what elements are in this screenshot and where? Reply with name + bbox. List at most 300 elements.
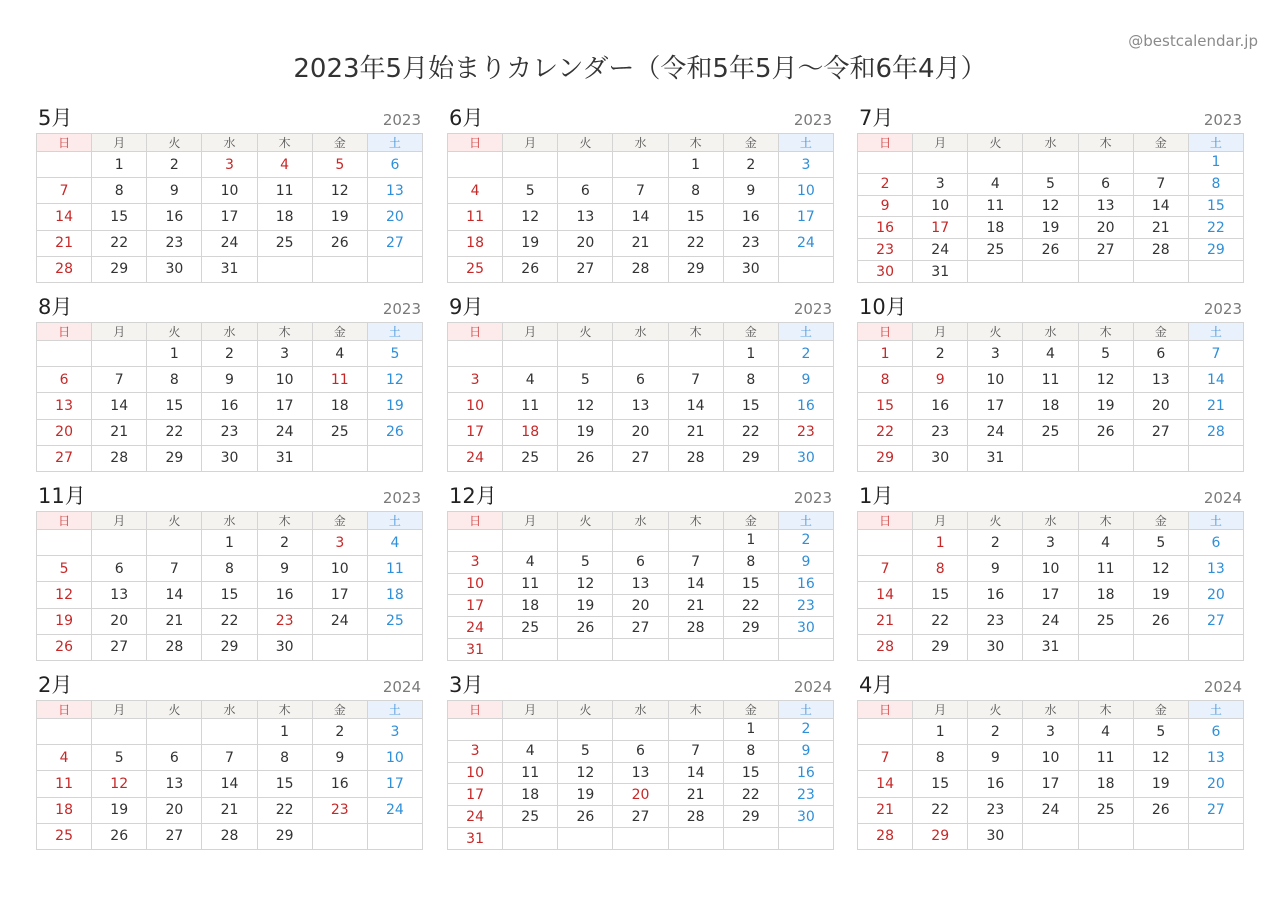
empty-cell — [858, 719, 913, 745]
empty-cell — [1023, 152, 1078, 174]
day-cell: 13 — [37, 393, 92, 419]
day-cell: 7 — [858, 745, 913, 771]
month-header — [857, 294, 1244, 321]
weekday-header: 月 — [913, 323, 968, 341]
day-cell: 7 — [613, 178, 668, 204]
weekday-header: 月 — [503, 134, 558, 152]
day-cell: 19 — [558, 784, 613, 806]
day-cell: 23 — [147, 231, 202, 257]
day-cell: 25 — [1079, 798, 1134, 824]
day-cell: 10 — [448, 763, 503, 785]
day-cell: 6 — [1189, 530, 1244, 556]
day-cell: 9 — [202, 367, 257, 393]
weekday-header: 金 — [724, 512, 779, 530]
day-cell: 23 — [724, 231, 779, 257]
day-cell: 28 — [202, 824, 257, 850]
weekday-header: 土 — [779, 323, 834, 341]
day-cell: 22 — [858, 420, 913, 446]
empty-cell — [1134, 824, 1189, 850]
year-label: 2023 — [382, 111, 421, 129]
weekday-header: 土 — [1189, 701, 1244, 719]
day-cell: 17 — [1023, 582, 1078, 608]
empty-cell — [613, 152, 668, 178]
empty-cell — [1189, 261, 1244, 283]
day-cell: 22 — [724, 784, 779, 806]
weekday-header: 水 — [613, 323, 668, 341]
day-cell: 19 — [37, 609, 92, 635]
weekday-header: 土 — [779, 512, 834, 530]
day-cell: 23 — [313, 798, 368, 824]
weekday-header: 月 — [503, 701, 558, 719]
day-cell: 27 — [1079, 239, 1134, 261]
weekday-header: 日 — [37, 323, 92, 341]
day-cell: 15 — [202, 582, 257, 608]
day-cell: 11 — [313, 367, 368, 393]
day-cell: 17 — [1023, 771, 1078, 797]
empty-cell — [92, 530, 147, 556]
day-cell: 8 — [858, 367, 913, 393]
day-cell: 5 — [503, 178, 558, 204]
day-cell: 20 — [37, 420, 92, 446]
day-cell: 14 — [202, 771, 257, 797]
weekday-header: 水 — [1023, 134, 1078, 152]
day-cell: 6 — [1189, 719, 1244, 745]
empty-cell — [1079, 152, 1134, 174]
weekday-header: 水 — [613, 701, 668, 719]
day-cell: 13 — [92, 582, 147, 608]
empty-cell — [313, 824, 368, 850]
weekday-header: 月 — [503, 323, 558, 341]
weekday-header: 月 — [913, 134, 968, 152]
day-cell: 26 — [558, 806, 613, 828]
day-cell: 4 — [37, 745, 92, 771]
day-cell: 26 — [313, 231, 368, 257]
day-cell: 21 — [1134, 217, 1189, 239]
day-cell: 9 — [147, 178, 202, 204]
day-cell: 27 — [613, 617, 668, 639]
day-cell: 25 — [1079, 609, 1134, 635]
month-calendar — [857, 483, 1244, 663]
day-cell: 17 — [448, 595, 503, 617]
day-cell: 20 — [613, 420, 668, 446]
weekday-header: 金 — [1134, 701, 1189, 719]
day-cell: 11 — [1079, 556, 1134, 582]
weekday-header: 火 — [968, 323, 1023, 341]
weekday-header: 土 — [1189, 323, 1244, 341]
year-label: 2023 — [1203, 300, 1242, 318]
day-cell: 31 — [1023, 635, 1078, 661]
day-cell: 17 — [202, 204, 257, 230]
empty-cell — [368, 446, 423, 472]
empty-cell — [1134, 635, 1189, 661]
month-header — [36, 483, 423, 510]
year-label: 2024 — [1203, 489, 1242, 507]
day-cell: 18 — [503, 784, 558, 806]
day-cell: 25 — [448, 257, 503, 283]
day-cell: 17 — [258, 393, 313, 419]
weekday-header: 土 — [368, 701, 423, 719]
empty-cell — [1134, 261, 1189, 283]
day-cell: 27 — [558, 257, 613, 283]
empty-cell — [92, 341, 147, 367]
day-cell: 15 — [147, 393, 202, 419]
day-cell: 13 — [368, 178, 423, 204]
year-label: 2023 — [793, 111, 832, 129]
empty-cell — [613, 719, 668, 741]
day-cell: 23 — [858, 239, 913, 261]
weekday-header: 月 — [92, 323, 147, 341]
empty-cell — [147, 719, 202, 745]
weekday-header: 火 — [147, 512, 202, 530]
day-cell: 18 — [1079, 771, 1134, 797]
day-cell: 11 — [368, 556, 423, 582]
weekday-header: 金 — [724, 701, 779, 719]
empty-cell — [313, 635, 368, 661]
day-cell: 28 — [92, 446, 147, 472]
day-cell: 29 — [669, 257, 724, 283]
day-cell: 12 — [313, 178, 368, 204]
day-cell: 10 — [368, 745, 423, 771]
day-cell: 24 — [448, 806, 503, 828]
day-cell: 17 — [313, 582, 368, 608]
day-cell: 27 — [37, 446, 92, 472]
day-cell: 10 — [448, 574, 503, 596]
day-cell: 27 — [1134, 420, 1189, 446]
day-cell: 5 — [92, 745, 147, 771]
day-cell: 10 — [968, 367, 1023, 393]
weekday-header: 金 — [313, 512, 368, 530]
day-cell: 29 — [92, 257, 147, 283]
day-cell: 22 — [913, 609, 968, 635]
day-cell: 1 — [1189, 152, 1244, 174]
day-cell: 12 — [503, 204, 558, 230]
weekday-header: 金 — [313, 701, 368, 719]
day-cell: 15 — [858, 393, 913, 419]
day-cell: 22 — [92, 231, 147, 257]
day-cell: 16 — [779, 763, 834, 785]
day-cell: 5 — [1079, 341, 1134, 367]
day-cell: 8 — [92, 178, 147, 204]
day-cell: 11 — [503, 763, 558, 785]
day-cell: 15 — [92, 204, 147, 230]
day-cell: 11 — [37, 771, 92, 797]
day-cell: 27 — [1189, 798, 1244, 824]
weekday-header: 火 — [558, 701, 613, 719]
day-cell: 23 — [779, 784, 834, 806]
empty-cell — [669, 341, 724, 367]
day-cell: 25 — [37, 824, 92, 850]
day-cell: 13 — [1134, 367, 1189, 393]
day-cell: 25 — [368, 609, 423, 635]
day-cell: 28 — [1189, 420, 1244, 446]
year-label: 2023 — [793, 489, 832, 507]
day-cell: 30 — [968, 635, 1023, 661]
weekday-header: 土 — [779, 134, 834, 152]
day-cell: 21 — [669, 595, 724, 617]
calendar-table — [857, 322, 1244, 472]
weekday-header: 土 — [368, 134, 423, 152]
day-cell: 1 — [724, 341, 779, 367]
empty-cell — [913, 152, 968, 174]
day-cell: 14 — [147, 582, 202, 608]
day-cell: 26 — [1079, 420, 1134, 446]
day-cell: 25 — [968, 239, 1023, 261]
day-cell: 30 — [858, 261, 913, 283]
weekday-header: 木 — [669, 701, 724, 719]
day-cell: 28 — [858, 635, 913, 661]
day-cell: 15 — [724, 574, 779, 596]
day-cell: 14 — [669, 574, 724, 596]
empty-cell — [503, 828, 558, 850]
day-cell: 2 — [858, 174, 913, 196]
day-cell: 3 — [448, 741, 503, 763]
day-cell: 20 — [1189, 582, 1244, 608]
weekday-header: 月 — [503, 512, 558, 530]
weekday-header: 水 — [1023, 323, 1078, 341]
month-label: 8月 — [38, 295, 73, 319]
day-cell: 5 — [313, 152, 368, 178]
day-cell: 4 — [503, 367, 558, 393]
day-cell: 29 — [258, 824, 313, 850]
day-cell: 7 — [92, 367, 147, 393]
weekday-header: 日 — [448, 512, 503, 530]
day-cell: 5 — [1134, 719, 1189, 745]
month-calendar — [36, 483, 423, 663]
day-cell: 18 — [368, 582, 423, 608]
calendar-table — [36, 133, 423, 283]
day-cell: 28 — [669, 617, 724, 639]
day-cell: 1 — [147, 341, 202, 367]
day-cell: 30 — [779, 617, 834, 639]
day-cell: 2 — [313, 719, 368, 745]
day-cell: 4 — [1023, 341, 1078, 367]
day-cell: 9 — [779, 367, 834, 393]
weekday-header: 日 — [37, 701, 92, 719]
day-cell: 22 — [1189, 217, 1244, 239]
month-label: 12月 — [449, 484, 497, 508]
day-cell: 12 — [558, 763, 613, 785]
day-cell: 18 — [313, 393, 368, 419]
day-cell: 10 — [1023, 745, 1078, 771]
day-cell: 14 — [669, 763, 724, 785]
day-cell: 10 — [448, 393, 503, 419]
day-cell: 9 — [779, 552, 834, 574]
day-cell: 3 — [368, 719, 423, 745]
empty-cell — [558, 341, 613, 367]
day-cell: 17 — [448, 420, 503, 446]
day-cell: 5 — [368, 341, 423, 367]
day-cell: 13 — [1079, 196, 1134, 218]
day-cell: 21 — [613, 231, 668, 257]
day-cell: 9 — [724, 178, 779, 204]
day-cell: 19 — [1079, 393, 1134, 419]
day-cell: 3 — [313, 530, 368, 556]
day-cell: 21 — [37, 231, 92, 257]
day-cell: 29 — [858, 446, 913, 472]
day-cell: 13 — [1189, 745, 1244, 771]
calendar-table — [36, 511, 423, 661]
empty-cell — [368, 824, 423, 850]
weekday-header: 火 — [558, 512, 613, 530]
weekday-header: 金 — [313, 134, 368, 152]
day-cell: 15 — [724, 393, 779, 419]
day-cell: 26 — [503, 257, 558, 283]
day-cell: 7 — [147, 556, 202, 582]
month-header — [36, 294, 423, 321]
day-cell: 14 — [1134, 196, 1189, 218]
calendar-table — [447, 700, 834, 850]
day-cell: 6 — [368, 152, 423, 178]
day-cell: 18 — [1079, 582, 1134, 608]
day-cell: 8 — [1189, 174, 1244, 196]
empty-cell — [448, 152, 503, 178]
day-cell: 10 — [913, 196, 968, 218]
empty-cell — [669, 828, 724, 850]
weekday-header: 水 — [202, 323, 257, 341]
day-cell: 15 — [913, 582, 968, 608]
day-cell: 19 — [558, 595, 613, 617]
day-cell: 8 — [913, 556, 968, 582]
day-cell: 3 — [968, 341, 1023, 367]
day-cell: 21 — [147, 609, 202, 635]
weekday-header: 月 — [92, 134, 147, 152]
empty-cell — [448, 341, 503, 367]
weekday-header: 日 — [37, 512, 92, 530]
day-cell: 19 — [558, 420, 613, 446]
year-label: 2024 — [793, 678, 832, 696]
year-label: 2023 — [793, 300, 832, 318]
day-cell: 2 — [968, 719, 1023, 745]
weekday-header: 木 — [1079, 512, 1134, 530]
day-cell: 16 — [779, 574, 834, 596]
day-cell: 12 — [92, 771, 147, 797]
day-cell: 19 — [1023, 217, 1078, 239]
day-cell: 2 — [258, 530, 313, 556]
day-cell: 6 — [1134, 341, 1189, 367]
day-cell: 31 — [448, 828, 503, 850]
site-credit[interactable]: @bestcalendar.jp — [1128, 32, 1258, 50]
weekday-header: 日 — [448, 323, 503, 341]
day-cell: 18 — [503, 595, 558, 617]
weekday-header: 月 — [913, 512, 968, 530]
day-cell: 2 — [779, 530, 834, 552]
day-cell: 4 — [503, 741, 558, 763]
empty-cell — [1023, 824, 1078, 850]
day-cell: 8 — [669, 178, 724, 204]
day-cell: 25 — [503, 617, 558, 639]
day-cell: 29 — [913, 635, 968, 661]
day-cell: 30 — [147, 257, 202, 283]
day-cell: 23 — [258, 609, 313, 635]
empty-cell — [368, 635, 423, 661]
day-cell: 13 — [613, 763, 668, 785]
day-cell: 20 — [1134, 393, 1189, 419]
empty-cell — [968, 152, 1023, 174]
day-cell: 7 — [669, 741, 724, 763]
day-cell: 5 — [558, 367, 613, 393]
day-cell: 1 — [92, 152, 147, 178]
month-label: 5月 — [38, 106, 73, 130]
day-cell: 18 — [503, 420, 558, 446]
day-cell: 4 — [448, 178, 503, 204]
day-cell: 1 — [202, 530, 257, 556]
month-header — [857, 105, 1244, 132]
weekday-header: 土 — [368, 512, 423, 530]
calendar-table — [857, 133, 1244, 283]
empty-cell — [558, 719, 613, 741]
weekday-header: 水 — [613, 134, 668, 152]
empty-cell — [1189, 824, 1244, 850]
day-cell: 6 — [613, 741, 668, 763]
day-cell: 8 — [147, 367, 202, 393]
month-label: 10月 — [859, 295, 907, 319]
day-cell: 3 — [913, 174, 968, 196]
day-cell: 22 — [147, 420, 202, 446]
day-cell: 27 — [1189, 609, 1244, 635]
month-calendar — [36, 672, 423, 852]
weekday-header: 木 — [669, 134, 724, 152]
empty-cell — [1189, 635, 1244, 661]
weekday-header: 水 — [202, 134, 257, 152]
day-cell: 23 — [779, 595, 834, 617]
empty-cell — [313, 446, 368, 472]
day-cell: 25 — [503, 446, 558, 472]
year-label: 2024 — [382, 678, 421, 696]
day-cell: 7 — [669, 552, 724, 574]
day-cell: 21 — [669, 420, 724, 446]
day-cell: 13 — [613, 393, 668, 419]
day-cell: 16 — [913, 393, 968, 419]
weekday-header: 土 — [368, 323, 423, 341]
day-cell: 27 — [613, 806, 668, 828]
weekday-header: 水 — [613, 512, 668, 530]
day-cell: 19 — [92, 798, 147, 824]
month-header — [857, 483, 1244, 510]
day-cell: 2 — [724, 152, 779, 178]
day-cell: 18 — [1023, 393, 1078, 419]
month-header — [447, 483, 834, 510]
weekday-header: 金 — [1134, 134, 1189, 152]
month-label: 3月 — [449, 673, 484, 697]
day-cell: 11 — [503, 393, 558, 419]
empty-cell — [779, 257, 834, 283]
day-cell: 5 — [1023, 174, 1078, 196]
day-cell: 1 — [724, 719, 779, 741]
day-cell: 1 — [258, 719, 313, 745]
weekday-header: 火 — [968, 701, 1023, 719]
month-calendar — [447, 672, 834, 852]
empty-cell — [503, 341, 558, 367]
empty-cell — [503, 152, 558, 178]
month-calendar — [857, 294, 1244, 474]
weekday-header: 木 — [258, 512, 313, 530]
day-cell: 21 — [858, 609, 913, 635]
day-cell: 23 — [968, 798, 1023, 824]
weekday-header: 水 — [1023, 512, 1078, 530]
day-cell: 16 — [202, 393, 257, 419]
day-cell: 31 — [968, 446, 1023, 472]
day-cell: 15 — [724, 763, 779, 785]
empty-cell — [37, 530, 92, 556]
weekday-header: 木 — [258, 701, 313, 719]
day-cell: 7 — [1189, 341, 1244, 367]
day-cell: 24 — [258, 420, 313, 446]
day-cell: 28 — [147, 635, 202, 661]
empty-cell — [613, 341, 668, 367]
weekday-header: 日 — [858, 134, 913, 152]
year-label: 2024 — [1203, 678, 1242, 696]
day-cell: 11 — [258, 178, 313, 204]
